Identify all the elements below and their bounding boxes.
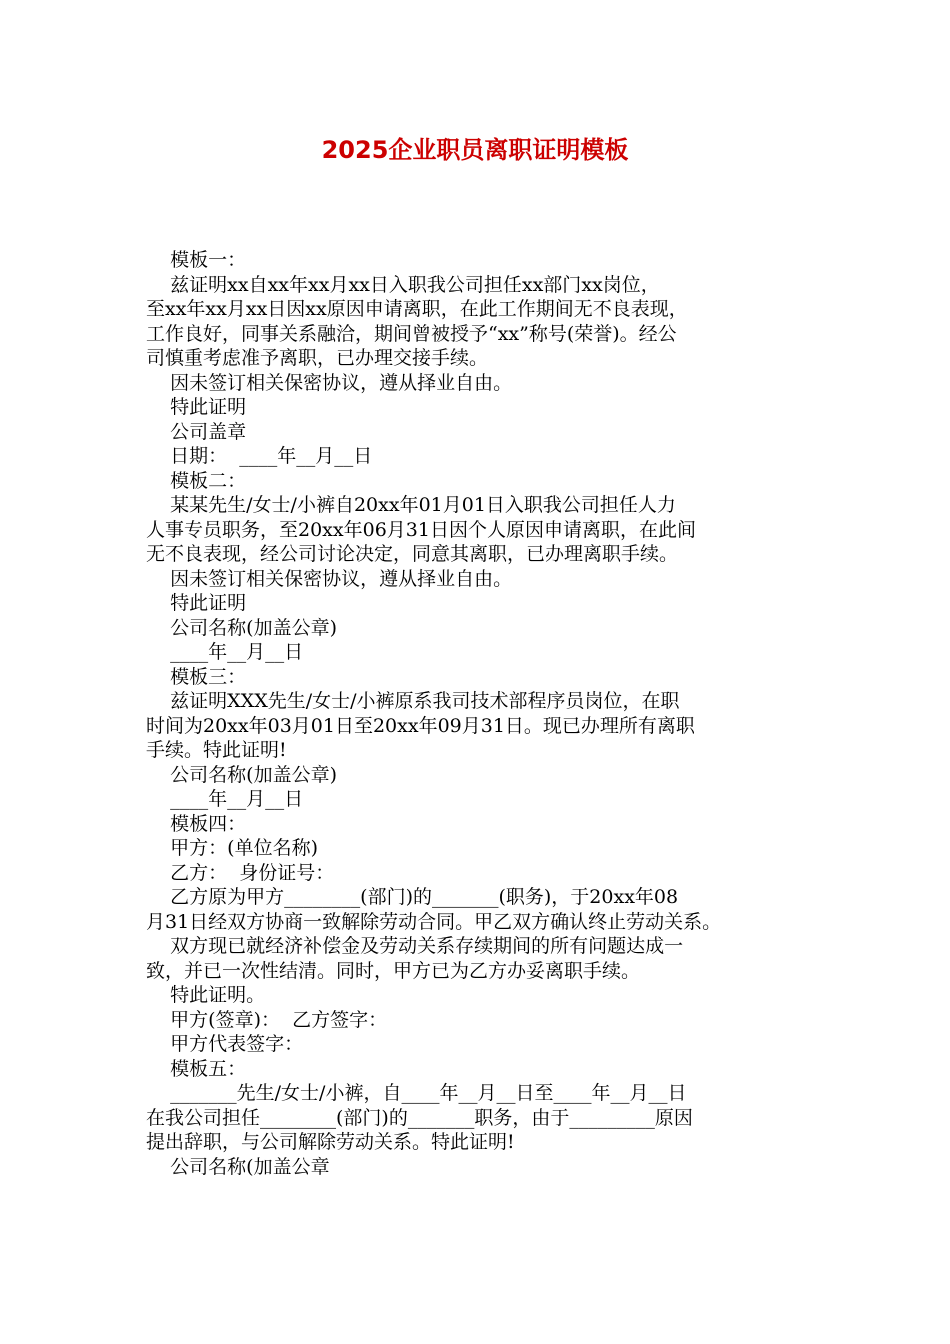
document-title: 2025企业职员离职证明模板 xyxy=(321,136,629,164)
body-line: 双方现已就经济补偿金及劳动关系存续期间的所有问题达成一 xyxy=(146,935,684,957)
body-line: 某某先生/女士/小裤自20xx年01月01日入职我公司担任人力 xyxy=(146,494,676,516)
body-line: 乙方原为甲方________(部门)的_______(职务)，于20xx年08 xyxy=(146,886,679,908)
body-line: 模板一： xyxy=(146,249,247,271)
body-line: 公司名称(加盖公章) xyxy=(146,616,337,639)
body-line: 至xx年xx月xx日因xx原因申请离职，在此工作期间无不良表现， xyxy=(146,298,688,320)
body-line: 月31日经双方协商一致解除劳动合同。甲乙双方确认终止劳动关系。 xyxy=(146,910,722,933)
body-line: 甲方代表签字： xyxy=(146,1033,304,1055)
body-line: ____年__月__日 xyxy=(146,641,304,663)
document-body xyxy=(146,248,814,1179)
body-line: 模板三： xyxy=(146,665,247,688)
body-line: 公司名称(加盖公章 xyxy=(146,1155,330,1178)
body-line: 模板四： xyxy=(146,812,247,835)
body-line: 模板二： xyxy=(146,469,247,492)
body-line: _______先生/女士/小裤，自____年__月__日至____年__月__日 xyxy=(146,1082,687,1104)
body-line: 兹证明XXX先生/女士/小裤原系我司技术部程序员岗位，在职 xyxy=(146,690,680,712)
body-line: 模板五： xyxy=(146,1057,247,1080)
body-line: 甲方(签章)： 乙方签字： xyxy=(146,1008,388,1031)
body-line: 乙方： 身份证号： xyxy=(146,861,335,884)
body-line: 致，并已一次性结清。同时，甲方已为乙方办妥离职手续。 xyxy=(146,959,641,982)
body-line: 特此证明。 xyxy=(146,984,266,1006)
body-line: 因未签订相关保密协议，遵从择业自由。 xyxy=(146,567,513,590)
body-line: 甲方：(单位名称) xyxy=(146,837,318,859)
body-line: 特此证明 xyxy=(146,592,247,614)
body-line: 提出辞职，与公司解除劳动关系。特此证明! xyxy=(146,1131,515,1153)
body-line: 无不良表现，经公司讨论决定，同意其离职，已办理离职手续。 xyxy=(146,543,679,565)
body-line: 时间为20xx年03月01日至20xx年09月31日。现已办理所有离职 xyxy=(146,714,695,737)
body-line: 司慎重考虑准予离职，已办理交接手续。 xyxy=(146,347,489,369)
body-line: 工作良好，同事关系融洽，期间曾被授予“xx”称号(荣誉)。经公 xyxy=(146,322,677,345)
body-line: 公司名称(加盖公章) xyxy=(146,763,337,786)
body-line: 在我公司担任________(部门)的_______职务，由于_________原因 xyxy=(146,1106,693,1129)
body-line: 手续。特此证明! xyxy=(146,739,287,761)
body-line: ____年__月__日 xyxy=(146,788,304,810)
body-line: 特此证明 xyxy=(146,396,247,418)
body-line: 人事专员职务，至20xx年06月31日因个人原因申请离职，在此间 xyxy=(146,518,696,541)
body-line: 日期： ____年__月__日 xyxy=(146,445,373,467)
body-line: 公司盖章 xyxy=(146,420,247,443)
body-line: 兹证明xx自xx年xx月xx日入职我公司担任xx部门xx岗位， xyxy=(146,273,660,296)
body-line: 因未签订相关保密协议，遵从择业自由。 xyxy=(146,371,513,394)
